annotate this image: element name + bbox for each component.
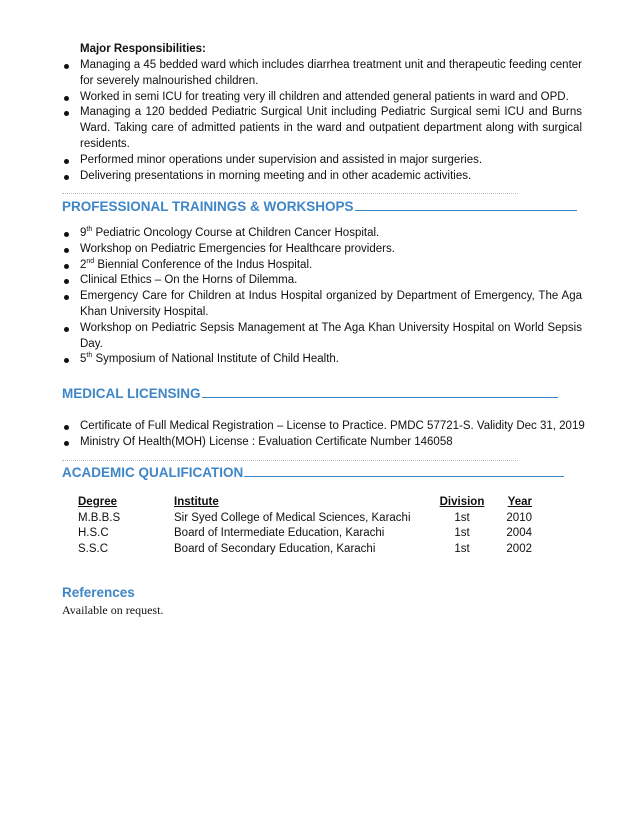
institute-cell: Board of Intermediate Education, Karachi: [174, 527, 385, 540]
list-item: Managing a 45 bedded ward which includes diarrhea treatment unit and therapeutic feeding center for severely malnourished children.: [62, 58, 582, 90]
year-cell: 2010: [506, 511, 532, 524]
responsibilities-list: [62, 58, 582, 184]
major-responsibilities-subheading: Major Responsibilities:: [80, 43, 206, 55]
list-item: Workshop on Pediatric Emergencies for Healthcare providers.: [62, 242, 582, 258]
degree-cell: H.S.C: [78, 527, 109, 540]
division-cell: 1st: [454, 542, 470, 555]
heading-underline: [355, 210, 577, 211]
degree-cell: M.B.B.S: [78, 511, 121, 524]
dotted-divider: [62, 460, 518, 461]
licensing-list: [62, 419, 585, 451]
trainings-heading: [62, 199, 577, 214]
list-item: Performed minor operations under supervision and assisted in major surgeries.: [62, 153, 582, 169]
ordinal-number: 5: [80, 353, 87, 366]
list-item-text: Pediatric Oncology Course at Children Cancer Hospital.: [92, 227, 380, 239]
institute-cell: Sir Syed College of Medical Sciences, Karachi: [174, 511, 411, 524]
division-cell: 1st: [454, 511, 470, 524]
ordinal-number: 9: [80, 227, 87, 239]
institute-cell: Board of Secondary Education, Karachi: [174, 542, 376, 555]
heading-underline: [202, 397, 558, 398]
dotted-divider: [62, 193, 518, 194]
list-item: Emergency Care for Children at Indus Hospital organized by Department of Emergency, The Aga Khan University Hospital.: [62, 289, 582, 321]
list-item: [62, 352, 582, 368]
column-header-degree: Degree: [78, 496, 117, 508]
references-text: Available on request.: [62, 603, 164, 617]
qualification-heading: [62, 465, 564, 480]
trainings-heading-text: PROFESSIONAL TRAININGS & WORKSHOPS: [62, 199, 354, 214]
table-row: [78, 541, 532, 557]
year-cell: 2002: [506, 542, 532, 555]
ordinal-suffix: th: [86, 226, 93, 234]
list-item: Managing a 120 bedded Pediatric Surgical Unit including Pediatric Surgical semi ICU and Burns Ward. Taking care of admitted patients in the ward and outpatient department along with surgical residents.: [62, 105, 582, 152]
column-header-division: Division: [439, 496, 485, 508]
column-header-year: Year: [507, 496, 532, 508]
ordinal-suffix: th: [86, 352, 93, 360]
ordinal-number: 2: [80, 258, 87, 271]
list-item: Ministry Of Health(MOH) License : Evaluation Certificate Number 146058: [62, 435, 582, 451]
column-header-institute: Institute: [174, 496, 219, 508]
list-item: Worked in semi ICU for treating very ill children and attended general patients in ward and OPD.: [62, 90, 582, 106]
heading-underline: [244, 476, 564, 477]
list-item-text: Symposium of National Institute of Child Health.: [92, 353, 339, 366]
qualification-heading-text: ACADEMIC QUALIFICATION: [62, 465, 244, 480]
list-item: Certificate of Full Medical Registration – License to Practice. PMDC 57721-S. Validity Dec 31, 2019: [62, 419, 582, 435]
list-item: [62, 258, 582, 274]
degree-cell: S.S.C: [78, 542, 109, 555]
trainings-list: [62, 226, 582, 368]
ordinal-suffix: nd: [86, 257, 95, 265]
table-row: [78, 510, 532, 526]
qualification-table: [78, 494, 532, 557]
list-item-text: Biennial Conference of the Indus Hospital.: [94, 258, 313, 271]
licensing-heading: [62, 386, 558, 401]
licensing-heading-text: MEDICAL LICENSING: [62, 386, 201, 401]
table-header-row: [78, 494, 532, 510]
division-cell: 1st: [454, 527, 470, 540]
list-item: Workshop on Pediatric Sepsis Management at The Aga Khan University Hospital on World Sepsis Day.: [62, 321, 582, 353]
year-cell: 2004: [506, 527, 532, 540]
table-row: [78, 526, 532, 542]
list-item: [62, 226, 582, 242]
list-item: Clinical Ethics – On the Horns of Dilemma.: [62, 273, 582, 289]
references-heading: References: [62, 585, 135, 600]
list-item: Delivering presentations in morning meeting and in other academic activities.: [62, 169, 582, 185]
